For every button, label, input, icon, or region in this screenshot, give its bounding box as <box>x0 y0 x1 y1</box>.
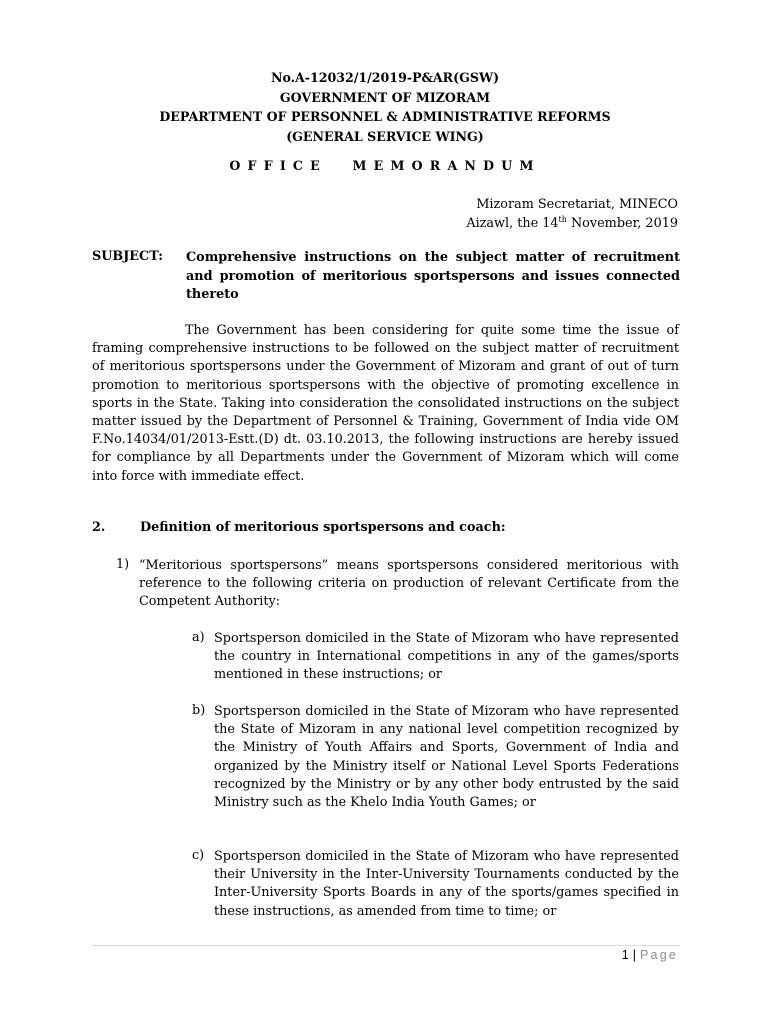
sub-item-letter: b) <box>192 703 206 718</box>
page-footer <box>622 948 678 962</box>
sub-item-letter: a) <box>192 630 205 645</box>
date-ordinal: th <box>558 215 567 224</box>
subject-label: SUBJECT: <box>92 249 164 264</box>
wing-name: (GENERAL SERVICE WING) <box>286 128 484 144</box>
intro-paragraph: The Government has been considering for quite some time the issue of framing comprehensive instructions to be followed on the subject matter of recruitment of meritorious sportspersons under the Government of Mizoram and grant of out of turn promotion to meritorious sportspersons with the objective of promoting excellence in sports in the State. Taking into consideration the consolidated instructions on the subject matter issued by the Department of Personnel & Training, Government of India vide OM F.No.14034/01/2013-Estt.(D) dt. 03.10.2013, the following instructions are hereby issued for compliance by all Departments under the Government of Mizoram which will come into force with immediate effect. <box>92 323 679 484</box>
sub-item-text: Sportsperson domiciled in the State of Mizoram who have represented the State of Mizoram in any national level competition recognized by the Ministry of Youth Affairs and Sports, Government of India and organized by the Ministry itself or National Level Sports Federations recognized by the Ministry or by any other body entrusted by the said Ministry such as the Khelo India Youth Games; or <box>214 704 679 811</box>
item-text: “Meritorious sportspersons” means sportspersons considered meritorious with reference to the following criteria on production of relevant Certificate from the Competent Authority: <box>139 558 679 610</box>
department-name: DEPARTMENT OF PERSONNEL & ADMINISTRATIVE REFORMS <box>159 109 611 124</box>
memo-header <box>92 68 678 146</box>
sub-item-letter: c) <box>192 848 205 863</box>
place-and-date <box>466 195 678 233</box>
sub-item-text: Sportsperson domiciled in the State of Mizoram who have represented the country in International competitions in any of the games/sports mentioned in these instructions; or <box>214 631 679 683</box>
page-number: 1 <box>621 948 629 962</box>
memo-title: OFFICE MEMORANDUM <box>229 158 541 173</box>
place-line: Mizoram Secretariat, MINECO <box>476 197 678 212</box>
reference-number: No.A-12032/1/2019-P&AR(GSW) <box>270 70 500 85</box>
subject-text: Comprehensive instructions on the subject matter of recruitment and promotion of meritorious sportspersons and issues connected thereto <box>186 250 680 302</box>
date-suffix: November, 2019 <box>566 216 678 231</box>
item-number: 1) <box>116 557 130 572</box>
section-number: 2. <box>92 520 106 535</box>
date-line <box>466 214 678 233</box>
section-title: Definition of meritorious sportspersons and coach: <box>140 520 506 535</box>
footer-separator: | <box>632 948 636 962</box>
government-name: GOVERNMENT OF MIZORAM <box>279 89 491 105</box>
page-label: Page <box>640 948 678 962</box>
sub-item-text: Sportsperson domiciled in the State of Mizoram who have represented their University in the Inter-University Tournaments conducted by the Inter-University Sports Boards in any of the sports/games specified in these instructions, as amended from time to time; or <box>214 849 679 919</box>
footer-divider <box>92 945 679 946</box>
date-prefix: Aizawl, the 14 <box>466 216 559 231</box>
